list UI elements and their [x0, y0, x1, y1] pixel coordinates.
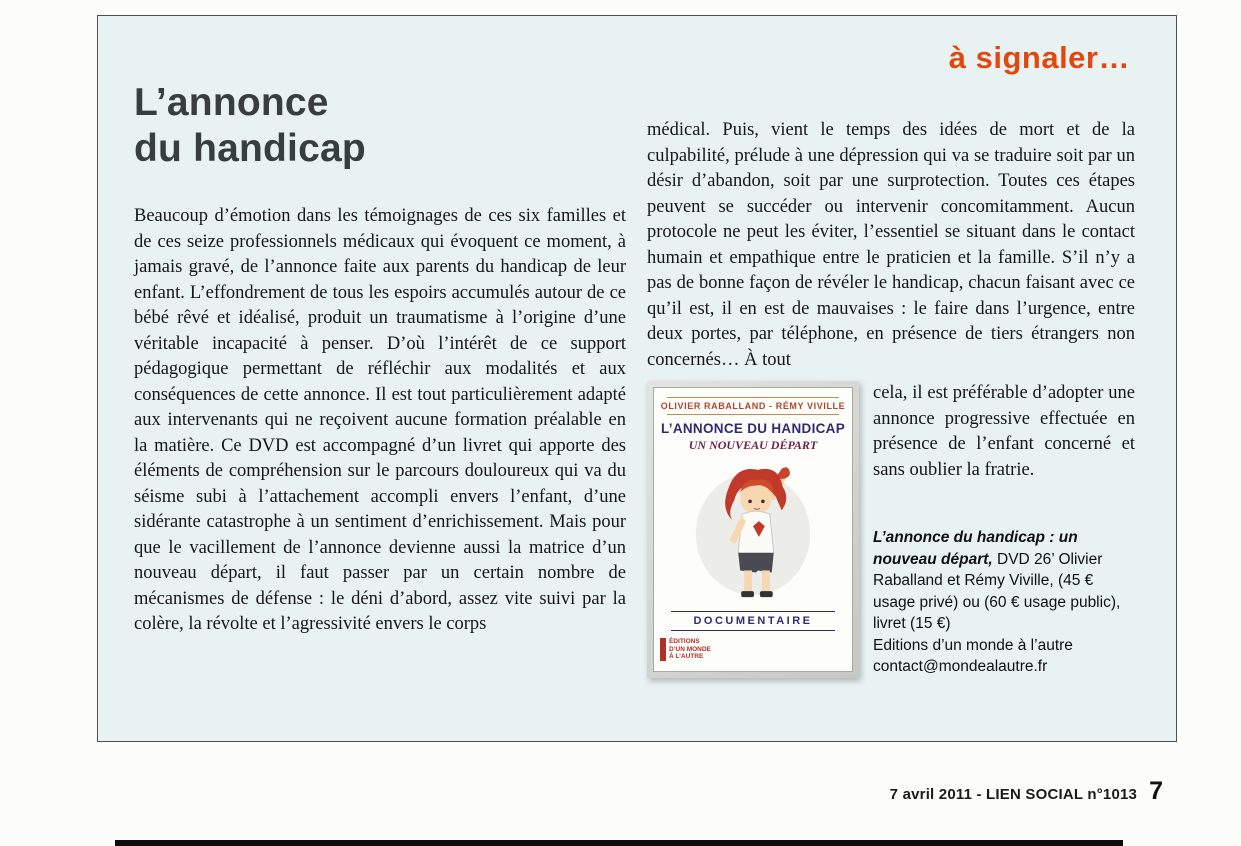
page-footer	[890, 777, 1163, 806]
article-title	[134, 80, 366, 172]
right-column-text: médical. Puis, vient le temps des idées de mort et de la culpabilité, prélude à une dépression qui va se traduire soit par un désir d’abandon, soit par une surprotection. Toutes ces étapes peuvent se succéder ou intervenir concomitamment. Aucun protocole ne peut les éviter, l’essentiel se situant dans le contact humain et empathique entre le praticien et la famille. S’il n’y a pas de bonne façon de révéler le handicap, chacun faisant avec ce qu’il est, il en est de mauvaises : le faire dans l’urgence, entre deux portes, par téléphone, en présence de tiers étrangers non concernés… À tout	[647, 120, 1135, 370]
caption-contact: contact@mondealautre.fr	[873, 658, 1048, 675]
media-right	[873, 381, 1135, 678]
publisher-logo	[660, 638, 711, 661]
caption-publisher: Editions d’un monde à l’autre	[873, 636, 1073, 654]
article-title-line1: L’annonce	[134, 81, 329, 124]
publisher-line1: ÉDITIONS	[669, 638, 700, 645]
publisher-line2: D’UN MONDE	[669, 645, 711, 653]
dvd-authors: OLIVIER RABALLAND - RÉMY VIVILLE	[660, 401, 846, 411]
article-panel	[97, 15, 1177, 742]
genre-rule-bottom	[671, 630, 835, 631]
dvd-cover-photo	[647, 381, 859, 678]
media-row	[647, 381, 1135, 678]
right-column-continued: cela, il est préférable d’adopter une annonce progressive effectuée en présence de l’enfant concerné et sans oublier la fratrie.	[873, 383, 1135, 480]
dvd-subtitle: UN NOUVEAU DÉPART	[688, 438, 818, 452]
left-column-text: Beaucoup d’émotion dans les témoignages de ces six familles et de ces seize professionnels médicaux qui évoquent ce moment, à jamais gravé, de l’annonce faite aux parents du handicap de leur enfant. L’effondrement de tous les espoirs accumulés autour de ce bébé rêvé et idéalisé, produit un traumatisme à l’origine d’une véritable incapacité à penser. D’où l’intérêt de ce support pédagogique permettant de réfléchir aux modalités et aux conséquences de cette annonce. Il est tout particulièrement adapté aux intervenants qui ne reçoivent aucune formation préalable en la matière. Ce DVD est accompagné d’un livret qui apporte des éléments de compréhension sur le parcours douloureux qui va du séisme subi à l’attachement accompli envers l’enfant, d’une sidérante catastrophe à un sentiment d’enrichissement. Mais pour que le vacillement de l’annonce devienne aussi la matrice d’un nouveau départ, il faut passer par un certain nombre de mécanismes de défense : le déni d’abord, assez vite suivi par la colère, la révolte et l’agressivité envers le corps	[134, 206, 626, 634]
dvd-cover	[653, 387, 853, 672]
dvd-genre: DOCUMENTAIRE	[693, 615, 813, 627]
dvd-caption	[873, 527, 1135, 678]
cover-rule-top	[667, 397, 838, 398]
genre-rule-top	[671, 611, 835, 612]
dvd-genre-box	[671, 609, 835, 633]
dvd-illustration	[673, 457, 833, 605]
publisher-line3: À L’AUTRE	[669, 653, 704, 660]
cover-rule	[667, 414, 838, 415]
right-column	[647, 118, 1135, 678]
section-header: à signaler…	[948, 40, 1130, 75]
girl-illustration-svg	[673, 457, 833, 605]
left-column	[134, 204, 626, 638]
caption-main	[873, 527, 1135, 635]
caption-details: DVD 26’ Olivier Raballand et Rémy Viville, (45 € usage privé) ou (60 € usage public), livret (15 €)	[873, 550, 1121, 632]
caption-lead: L’annonce du handicap : un nouveau départ,	[873, 529, 1078, 568]
dvd-title: L’ANNONCE DU HANDICAP	[660, 421, 846, 436]
article-title-line2: du handicap	[134, 127, 366, 170]
scan-artifact-bar	[115, 840, 1123, 846]
footer-page-number: 7	[1149, 777, 1163, 805]
footer-issue-info: 7 avril 2011 - LIEN SOCIAL n°1013	[889, 786, 1138, 803]
